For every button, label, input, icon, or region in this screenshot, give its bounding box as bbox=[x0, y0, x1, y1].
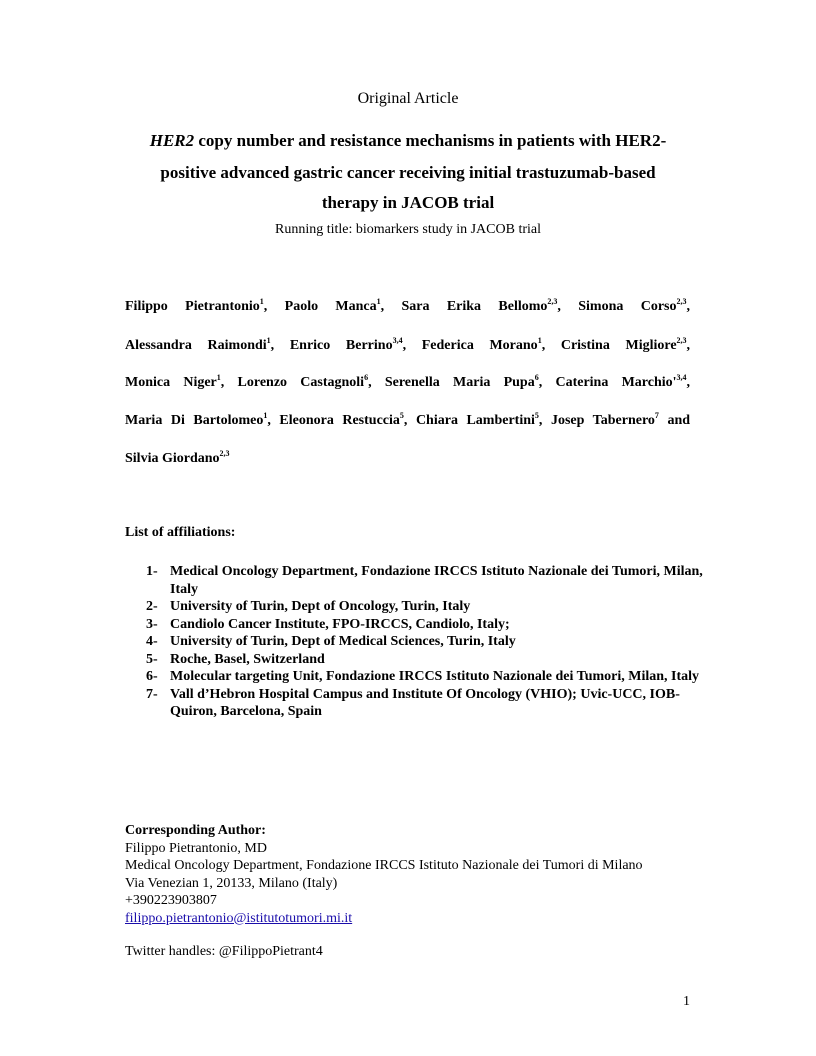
author-line bbox=[125, 412, 690, 430]
article-type: Original Article bbox=[357, 90, 459, 107]
author-name: Alessandra Raimondi bbox=[125, 338, 267, 353]
author-affiliation-ref: 1 bbox=[376, 297, 381, 306]
author-affiliation-ref: 1 bbox=[537, 336, 542, 345]
author: Cristina Migliore$^{2,3}$, bbox=[560, 336, 691, 353]
author: Monica Niger$^1$, bbox=[125, 373, 225, 390]
author bbox=[551, 413, 659, 428]
author-name: Silvia Giordano bbox=[125, 451, 220, 466]
author-name: Filippo Pietrantonio bbox=[125, 299, 260, 314]
author: Maria Di Bartolomeo$^1$, bbox=[125, 411, 271, 428]
affiliations-list bbox=[146, 563, 706, 721]
affiliations-heading: List of affiliations: bbox=[125, 525, 236, 540]
author-affiliation-ref: 5 bbox=[534, 411, 539, 420]
article-title-line-3: therapy in JACOB trial bbox=[321, 193, 495, 212]
affiliation-item bbox=[146, 563, 706, 598]
affiliation-item bbox=[146, 668, 706, 686]
author-name: Monica Niger bbox=[125, 375, 217, 390]
author-affiliation-ref: 3,4 bbox=[392, 336, 403, 345]
author-name: Caterina Marchio' bbox=[555, 375, 677, 390]
affiliation-text: Candiolo Cancer Institute, FPO-IRCCS, Candiolo, Italy; bbox=[170, 616, 510, 632]
author: Chiara Lambertini$^5$, bbox=[415, 411, 543, 428]
corresponding-author-department: Medical Oncology Department, Fondazione IRCCS Istituto Nazionale dei Tumori di Milano bbox=[125, 858, 643, 873]
affiliation-item bbox=[146, 633, 706, 651]
running-title: Running title: biomarkers study in JACOB trial bbox=[275, 222, 541, 237]
affiliation-number: 5- bbox=[146, 651, 158, 667]
author-affiliation-ref: 2,3 bbox=[676, 336, 687, 345]
author-line bbox=[125, 450, 690, 468]
author-line bbox=[125, 337, 690, 355]
author: Simona Corso$^{2,3}$, bbox=[578, 297, 690, 314]
author: Paolo Manca$^1$, bbox=[284, 297, 385, 314]
author-line bbox=[125, 298, 690, 316]
author-affiliation-ref: 6 bbox=[534, 373, 539, 382]
author-name: Paolo Manca bbox=[284, 299, 377, 314]
author-affiliation-ref: 1 bbox=[263, 411, 268, 420]
author: Federica Morano$^1$, bbox=[421, 336, 546, 353]
article-title-line-2: positive advanced gastric cancer receiving initial trastuzumab-based bbox=[160, 163, 656, 182]
author-line bbox=[125, 374, 690, 392]
author-name: Enrico Berrino bbox=[289, 338, 393, 353]
affiliation-item bbox=[146, 598, 706, 616]
corresponding-author-phone: +390223903807 bbox=[125, 893, 217, 908]
author-name: Simona Corso bbox=[578, 299, 677, 314]
author: Alessandra Raimondi$^1$, bbox=[125, 336, 275, 353]
author-name: Federica Morano bbox=[421, 338, 538, 353]
page-number: 1 bbox=[683, 994, 690, 1009]
affiliation-item bbox=[146, 616, 706, 634]
title-line-1-text: copy number and resistance mechanisms in patients with HER2- bbox=[194, 131, 667, 150]
affiliation-number: 2- bbox=[146, 599, 158, 614]
affiliation-number: 6- bbox=[146, 669, 158, 684]
author-name: Cristina Migliore bbox=[560, 338, 677, 353]
author-name: Maria Di Bartolomeo bbox=[125, 413, 264, 428]
affiliation-text: University of Turin, Dept of Oncology, Turin, Italy bbox=[170, 599, 471, 614]
author-affiliation-ref: 2,3 bbox=[547, 297, 558, 306]
author: Eleonora Restuccia$^5$, bbox=[279, 411, 408, 428]
affiliation-text: University of Turin, Dept of Medical Sciences, Turin, Italy bbox=[170, 634, 516, 649]
corresponding-author-address: Via Venezian 1, 20133, Milano (Italy) bbox=[125, 875, 338, 891]
affiliation-number: 1- bbox=[146, 564, 158, 579]
author-affiliation-ref: 1 bbox=[266, 336, 271, 345]
author-affiliation-ref: 2,3 bbox=[219, 449, 230, 458]
affiliation-number: 4- bbox=[146, 634, 158, 649]
affiliation-text: Medical Oncology Department, Fondazione IRCCS Istituto Nazionale dei Tumori, Milan, Italy bbox=[170, 564, 703, 597]
author: Lorenzo Castagnoli$^6$, bbox=[237, 373, 372, 390]
corresponding-author-block bbox=[125, 822, 643, 927]
author-affiliation-ref: 7 bbox=[654, 411, 659, 420]
author: Enrico Berrino$^{3,4}$, bbox=[289, 336, 407, 353]
author: Sara Erika Bellomo$^{2,3}$, bbox=[401, 297, 561, 314]
author-affiliation-ref: 1 bbox=[216, 373, 221, 382]
author-affiliation-ref: 1 bbox=[259, 297, 264, 306]
author-affiliation-ref: 5 bbox=[399, 411, 404, 420]
title-gene-italic: HER2 bbox=[149, 131, 195, 150]
authors-conjunction: and bbox=[667, 413, 691, 428]
author: Filippo Pietrantonio$^1$, bbox=[125, 297, 268, 314]
author: Serenella Maria Pupa$^6$, bbox=[384, 373, 543, 390]
twitter-handles: Twitter handles: @FilippoPietrant4 bbox=[125, 944, 323, 959]
author-name: Josep Tabernero bbox=[550, 413, 655, 428]
author-name: Sara Erika Bellomo bbox=[401, 299, 548, 314]
affiliation-text: Vall d’Hebron Hospital Campus and Institute Of Oncology (VHIO); Uvic-UCC, IOB-Quiron, Barcelona, Spain bbox=[170, 686, 680, 719]
author-affiliation-ref: 2,3 bbox=[676, 297, 687, 306]
author-affiliation-ref: 6 bbox=[364, 373, 369, 382]
affiliation-text: Molecular targeting Unit, Fondazione IRCCS Istituto Nazionale dei Tumori, Milan, Italy bbox=[170, 669, 700, 684]
author: Caterina $Marchio'^{3,4}$, bbox=[555, 373, 691, 390]
article-title-line-1 bbox=[0, 131, 816, 151]
author-name: Serenella Maria Pupa bbox=[384, 375, 535, 390]
affiliation-number: 7- bbox=[146, 686, 158, 702]
affiliation-number: 3- bbox=[146, 616, 158, 632]
affiliation-item bbox=[146, 651, 706, 669]
affiliation-text: Roche, Basel, Switzerland bbox=[170, 651, 325, 667]
corresponding-author-heading: Corresponding Author: bbox=[125, 823, 266, 838]
author-affiliation-ref: 3,4 bbox=[676, 373, 687, 382]
author-name: Lorenzo Castagnoli bbox=[237, 375, 365, 390]
author-name: Eleonora Restuccia bbox=[279, 413, 400, 428]
corresponding-author-email-link[interactable]: filippo.pietrantonio@istitutotumori.mi.it bbox=[125, 910, 353, 926]
affiliation-item bbox=[146, 686, 706, 721]
author-name: Chiara Lambertini bbox=[415, 413, 535, 428]
corresponding-author-name: Filippo Pietrantonio, MD bbox=[125, 840, 267, 856]
author bbox=[125, 451, 230, 466]
